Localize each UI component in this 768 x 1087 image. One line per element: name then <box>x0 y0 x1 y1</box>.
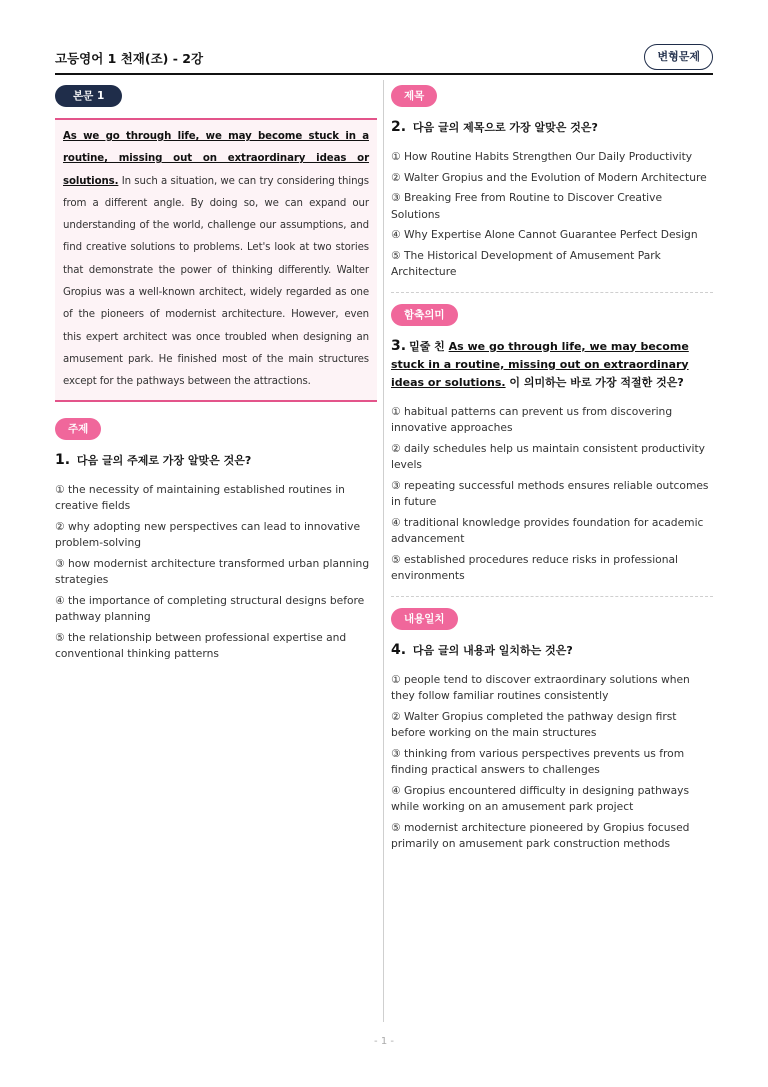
q3-tag: 함축의미 <box>391 304 458 326</box>
q2-option[interactable]: ④ Why Expertise Alone Cannot Guarantee Perfect Design <box>391 228 698 241</box>
q4-options <box>391 672 713 853</box>
q2-options <box>391 149 713 281</box>
passage-body: In such a situation, we can try considering things from a different angle. By doing so, we can expand our understanding of the world, challenge our assumptions, and find creative solutions to problems. Let's look at two stories that demonstrate the power of thinking differently. Walter Gropius was a well-known architect, widely regarded as one of the pioneers of modernist architecture. However, even this expert architect was once troubled when designing an amusement park. He finished most of the main structures except for the pathways between the attractions. <box>63 175 369 388</box>
q4-number: 4. <box>391 641 407 658</box>
header-divider <box>55 73 713 75</box>
document-title: 고등영어 1 천재(조) - 2강 <box>55 51 204 66</box>
q4-option[interactable]: ④ Gropius encountered difficulty in designing pathways while working on an amusement park project <box>391 783 690 813</box>
q3-underlined-quote: As we go through life, we may become stuck in a routine, missing out on extraordinary ideas or solutions. <box>391 339 689 389</box>
q1-option[interactable]: ④ the importance of completing structural designs before pathway planning <box>55 593 365 624</box>
q1-tag: 주제 <box>55 418 101 440</box>
q4-title <box>391 641 713 660</box>
q1-option[interactable]: ② why adopting new perspectives can lead to innovative problem-solving <box>55 519 361 550</box>
q2-title <box>391 118 713 137</box>
q3-prompt-prefix: 밑줄 친 <box>409 339 449 353</box>
q3-option[interactable]: ③ repeating successful methods ensures reliable outcomes in future <box>391 478 709 508</box>
q3-options <box>391 404 713 585</box>
q3-option[interactable]: ⑤ established procedures reduce risks in professional environments <box>391 552 678 582</box>
q4-option[interactable]: ③ thinking from various perspectives prevents us from finding practical answers to challenges <box>391 746 685 776</box>
q2-option[interactable]: ⑤ The Historical Development of Amusement Park Architecture <box>391 248 661 278</box>
passage-box <box>55 118 377 402</box>
q4-option[interactable]: ⑤ modernist architecture pioneered by Gropius focused primarily on amusement park construction methods <box>391 820 690 850</box>
q2-option[interactable]: ③ Breaking Free from Routine to Discover Creative Solutions <box>391 191 663 221</box>
q1-number: 1. <box>55 451 71 468</box>
q2-option[interactable]: ① How Routine Habits Strengthen Our Daily Productivity <box>391 150 693 163</box>
q3-option[interactable]: ② daily schedules help us maintain consistent productivity levels <box>391 441 705 471</box>
q4-option[interactable]: ① people tend to discover extraordinary solutions when they follow familiar routines consistently <box>391 672 690 702</box>
q3-prompt-suffix: 이 의미하는 바로 가장 적절한 것은? <box>505 375 684 389</box>
q1-prompt: 다음 글의 주제로 가장 알맞은 것은? <box>76 453 252 467</box>
page-header <box>55 44 713 74</box>
q2-option[interactable]: ② Walter Gropius and the Evolution of Modern Architecture <box>391 170 707 184</box>
q4-prompt: 다음 글의 내용과 일치하는 것은? <box>412 643 573 657</box>
passage-tag: 본문 1 <box>55 85 122 107</box>
section-divider <box>391 596 713 597</box>
passage-underlined-sentence: As we go through life, we may become stuck in a routine, missing out on extraordinary ideas or solutions. <box>63 131 369 187</box>
q3-title <box>391 337 713 392</box>
question-1 <box>55 417 377 663</box>
q2-tag: 제목 <box>391 85 437 107</box>
q1-title <box>55 451 377 470</box>
q1-option[interactable]: ③ how modernist architecture transformed urban planning strategies <box>55 556 370 587</box>
q1-option[interactable]: ① the necessity of maintaining established routines in creative fields <box>55 482 345 513</box>
q1-options <box>55 482 377 663</box>
question-3 <box>391 303 713 585</box>
q3-number: 3. <box>391 337 407 354</box>
q2-number: 2. <box>391 119 407 135</box>
column-divider <box>383 80 384 1022</box>
variant-badge: 변형문제 <box>644 44 713 70</box>
left-column <box>55 84 377 667</box>
page-number: - 1 - <box>374 1036 394 1047</box>
q4-option[interactable]: ② Walter Gropius completed the pathway design first before working on the main structures <box>391 709 677 739</box>
question-2 <box>391 84 713 281</box>
section-divider <box>391 292 713 293</box>
q3-option[interactable]: ④ traditional knowledge provides foundation for academic advancement <box>391 515 704 545</box>
q2-prompt: 다음 글의 제목으로 가장 알맞은 것은? <box>412 121 598 134</box>
q1-option[interactable]: ⑤ the relationship between professional expertise and conventional thinking patterns <box>55 630 347 661</box>
q3-option[interactable]: ① habitual patterns can prevent us from discovering innovative approaches <box>391 404 673 434</box>
question-4 <box>391 607 713 853</box>
q4-tag: 내용일치 <box>391 608 458 630</box>
right-column <box>391 84 713 857</box>
